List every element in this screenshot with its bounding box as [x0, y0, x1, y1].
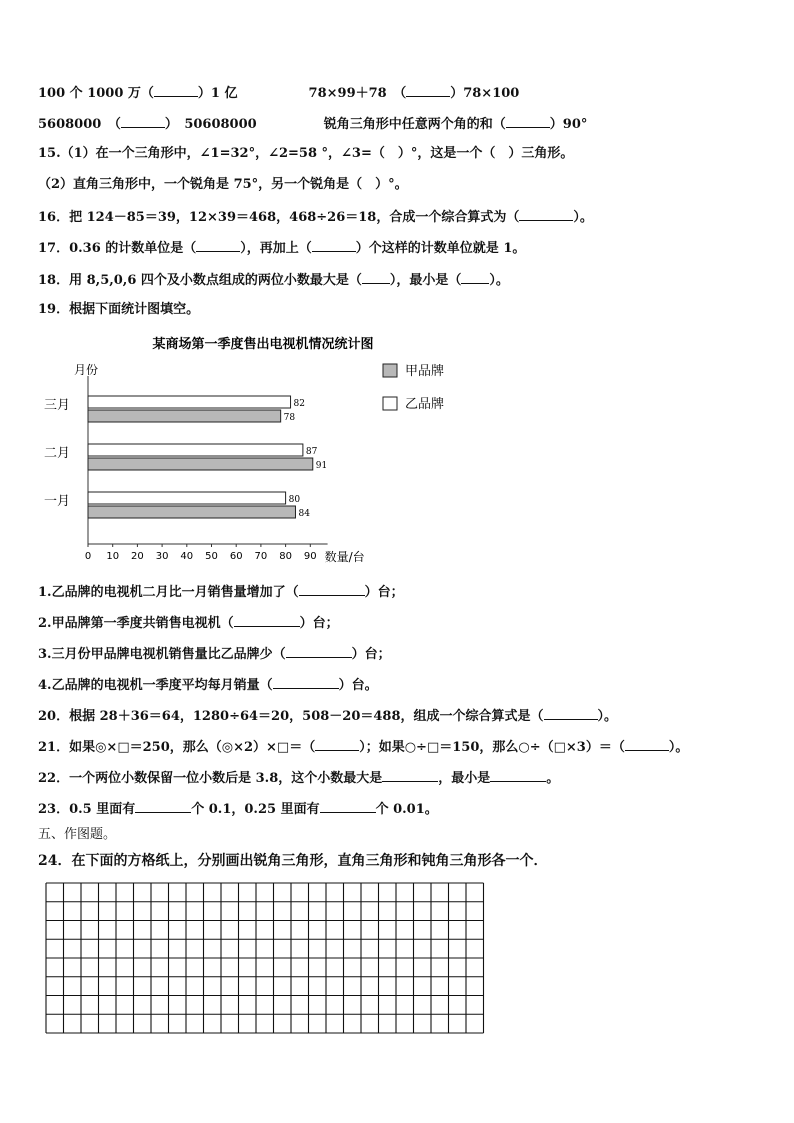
bar-value-label: 84 — [298, 509, 310, 519]
answer-blank[interactable] — [273, 675, 339, 689]
answer-blank[interactable] — [519, 207, 573, 221]
x-tick-label: 0 — [84, 551, 92, 562]
x-axis-label: 数量/台 — [324, 550, 365, 564]
x-tick-label: 70 — [254, 551, 268, 562]
answer-blank[interactable] — [506, 114, 550, 128]
x-tick-label: 60 — [229, 551, 243, 562]
x-tick-label: 80 — [279, 551, 292, 562]
question-20: 20．根据 28＋36＝64，1280÷64＝20，508－20＝488，组成一个综合算式是（ ）。 — [38, 706, 617, 726]
section-5-heading: 五、作图题。 — [38, 827, 117, 842]
legend-label-jia: 甲品牌 — [405, 364, 445, 379]
bar-jia — [88, 458, 313, 470]
x-tick-label: 20 — [131, 551, 144, 562]
compare-line-2: 5608000 （ ） 50608000 锐角三角形中任意两个角的和（ ）90° — [38, 114, 587, 134]
category-label: 一月 — [44, 494, 71, 509]
question-23: 23．0.5 里面有 个 0.1，0.25 里面有 个 0.01。 — [38, 799, 438, 819]
question-16: 16．把 124－85＝39，12×39＝468，468÷26＝18，合成一个综合算式为（ ）。 — [38, 207, 593, 227]
legend-swatch-jia — [383, 364, 397, 377]
bar-chart — [38, 328, 458, 568]
question-17: 17．0.36 的计数单位是（ ），再加上（ ）个这样的计数单位就是 1。 — [38, 238, 525, 258]
answer-blank[interactable] — [362, 270, 390, 284]
legend-label-yi: 乙品牌 — [405, 397, 445, 412]
sub-question-2: 2.甲品牌第一季度共销售电视机（ ）台； — [38, 613, 339, 633]
question-15-part1: 15.（1）在一个三角形中，∠1=32°，∠2=58 °，∠3=（ ）°，这是一个（ ）三角形。 — [38, 146, 574, 161]
bar-jia — [88, 410, 281, 422]
bar-value-label: 82 — [293, 399, 305, 409]
answer-blank[interactable] — [544, 706, 598, 720]
x-tick-label: 30 — [155, 551, 169, 562]
sub-question-3: 3.三月份甲品牌电视机销售量比乙品牌少（ ）台； — [38, 644, 391, 664]
question-24: 24．在下面的方格纸上，分别画出锐角三角形，直角三角形和钝角三角形各一个． — [38, 853, 548, 869]
answer-blank[interactable] — [286, 644, 352, 658]
chart-title: 某商场第一季度售出电视机情况统计图 — [152, 337, 374, 352]
bar-value-label: 78 — [283, 413, 296, 423]
sub-question-1: 1.乙品牌的电视机二月比一月销售量增加了（ ）台； — [38, 582, 404, 602]
graph-paper-grid[interactable] — [45, 882, 487, 1038]
answer-blank[interactable] — [406, 83, 450, 97]
answer-blank[interactable] — [625, 737, 669, 751]
sub-question-4: 4.乙品牌的电视机一季度平均每月销量（ ）台。 — [38, 675, 378, 695]
compare-line-1: 100 个 1000 万（ ）1 亿 78×99＋78 （ ）78×100 — [38, 83, 519, 103]
question-19: 19．根据下面统计图填空。 — [38, 302, 200, 317]
answer-blank[interactable] — [196, 238, 240, 252]
answer-blank[interactable] — [461, 270, 489, 284]
answer-blank[interactable] — [382, 768, 438, 782]
answer-blank[interactable] — [135, 799, 191, 813]
question-22: 22．一个两位小数保留一位小数后是 3.8，这个小数最大是 ，最小是 。 — [38, 768, 559, 788]
answer-blank[interactable] — [315, 737, 359, 751]
bar-jia — [88, 506, 295, 518]
answer-blank[interactable] — [320, 799, 376, 813]
question-15-part2: （2）直角三角形中，一个锐角是 75°，另一个锐角是（ ）°。 — [38, 177, 408, 192]
bar-value-label: 87 — [305, 447, 318, 457]
bar-yi — [88, 492, 286, 504]
x-tick-label: 10 — [106, 551, 120, 562]
question-21: 21．如果◎×□＝250，那么（◎×2）×□＝（ ）；如果○÷□＝150，那么○÷（□×3）＝（ ）。 — [38, 737, 688, 757]
y-axis-label: 月份 — [74, 363, 99, 377]
bar-yi — [88, 444, 303, 456]
bar-value-label: 91 — [315, 461, 328, 471]
x-tick-label: 40 — [180, 551, 194, 562]
legend-swatch-yi — [383, 397, 397, 410]
bar-yi — [88, 396, 291, 408]
bar-value-label: 80 — [288, 495, 301, 505]
answer-blank[interactable] — [234, 613, 300, 627]
question-18: 18．用 8,5,0,6 四个及小数点组成的两位小数最大是（ ），最小是（ ）。 — [38, 270, 509, 290]
answer-blank[interactable] — [299, 582, 365, 596]
answer-blank[interactable] — [121, 114, 165, 128]
x-tick-label: 50 — [205, 551, 218, 562]
answer-blank[interactable] — [312, 238, 356, 252]
x-tick-label: 90 — [303, 551, 317, 562]
category-label: 三月 — [44, 398, 71, 413]
category-label: 二月 — [44, 446, 71, 461]
answer-blank[interactable] — [154, 83, 198, 97]
answer-blank[interactable] — [490, 768, 546, 782]
